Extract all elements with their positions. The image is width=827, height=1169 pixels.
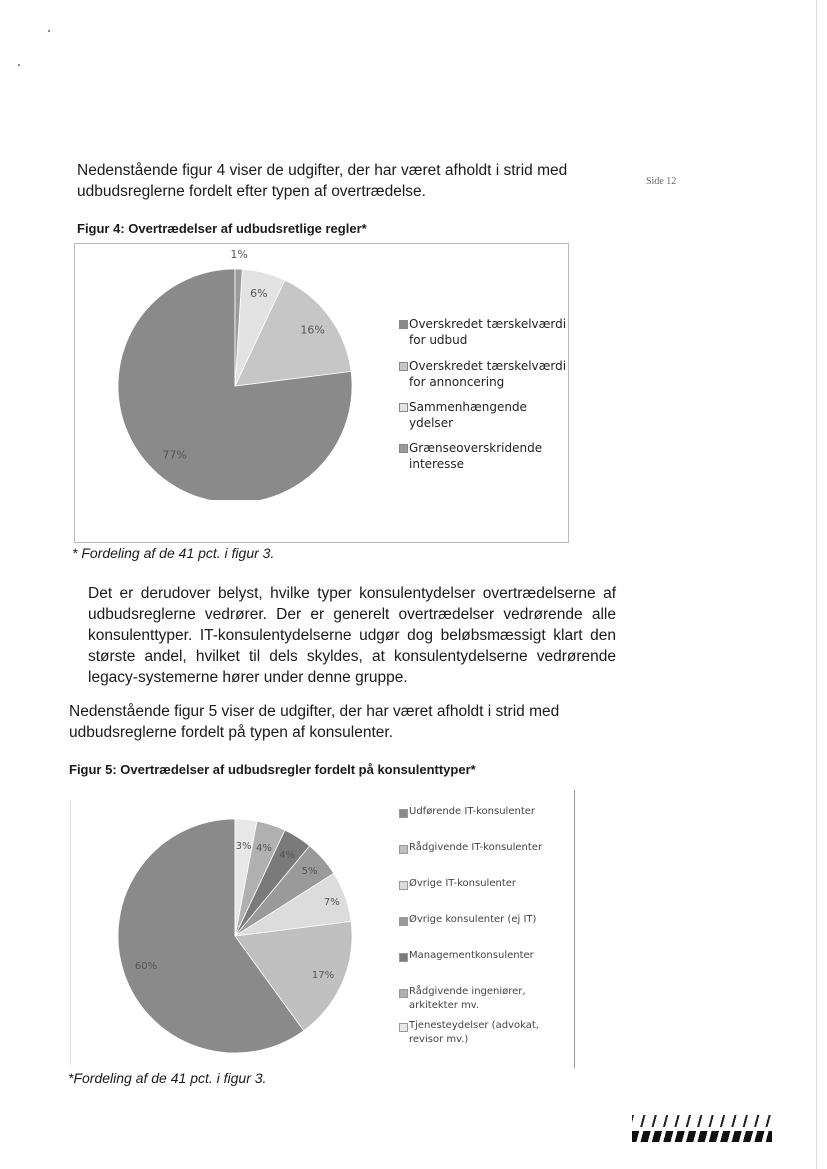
legend-item	[399, 949, 571, 963]
legend-item	[399, 316, 569, 348]
legend-swatch	[399, 989, 408, 998]
legend-item	[399, 877, 571, 891]
pie-data-label: 77%	[162, 448, 187, 462]
legend-item	[399, 358, 569, 390]
figure-4-caption: * Fordeling af de 41 pct. i figur 3.	[72, 545, 275, 561]
figure-5-caption: *Fordeling af de 41 pct. i figur 3.	[68, 1070, 267, 1086]
scan-speck	[48, 30, 50, 32]
pie-data-label: 5%	[301, 866, 318, 878]
legend-label: Udførende IT-konsulenter	[409, 806, 536, 817]
legend-item	[399, 841, 571, 855]
scan-edge	[816, 0, 817, 1169]
legend-swatch	[399, 1023, 408, 1032]
pie-data-label: 4%	[255, 842, 272, 854]
pie-data-label: 60%	[134, 960, 158, 972]
figure-4-title: Figur 4: Overtrædelser af udbudsretlige regler*	[77, 221, 367, 236]
legend-item	[399, 1019, 559, 1047]
legend-item	[399, 985, 559, 1013]
legend-swatch	[399, 809, 408, 818]
legend-item	[399, 399, 569, 431]
pie-data-label: 7%	[323, 897, 340, 909]
legend-swatch	[399, 444, 408, 453]
legend-label: Grænseoverskridende interesse	[409, 441, 543, 471]
legend-label: Rådgivende IT-konsulenter	[409, 842, 543, 853]
legend-item	[399, 805, 571, 819]
barcode-mark	[632, 1131, 772, 1142]
legend-label: Øvrige IT-konsulenter	[409, 878, 516, 889]
page-number: Side 12	[646, 176, 677, 187]
body-paragraph: Det er derudover belyst, hvilke typer konsulentydelser overtrædelserne af udbudsreglerne vedrører. Der er generelt overtrædelser vedrørende alle konsulenttyper. IT-konsulentydelserne udgør dog beløbsmæssigt klart den største andel, hvilket til dels skyldes, at konsulentydelserne vedrørende legacy-systemerne hører under denne gruppe.	[88, 585, 616, 686]
legend-swatch	[399, 953, 408, 962]
legend-swatch	[399, 403, 408, 412]
pie-data-label: 6%	[250, 287, 268, 301]
pie-data-label: 17%	[311, 970, 335, 982]
legend-swatch	[399, 845, 408, 854]
legend-label: Tjenesteydelser (advokat, revisor mv.)	[409, 1020, 539, 1045]
intro-paragraph: Nedenstående figur 4 viser de udgifter, der har været afholdt i strid med udbudsreglerne fordelt efter typen af overtrædelse.	[77, 162, 568, 200]
figure-4-frame	[74, 542, 569, 543]
pie-data-label: 3%	[235, 841, 252, 853]
legend-label: Rådgivende ingeniører, arkitekter mv.	[409, 986, 526, 1011]
legend-item	[399, 913, 571, 927]
legend-label: Overskredet tærskelværdi for annoncering	[409, 359, 567, 389]
figure-4-frame	[74, 243, 569, 244]
figure-4-frame	[74, 243, 75, 543]
legend-label: Sammenhængende ydelser	[409, 400, 527, 430]
figure-5-title: Figur 5: Overtrædelser af udbudsregler fordelt på konsulenttyper*	[69, 762, 476, 777]
legend-label: Managementkonsulenter	[409, 950, 534, 961]
legend-swatch	[399, 320, 408, 329]
legend-label: Overskredet tærskelværdi for udbud	[409, 317, 567, 347]
legend-swatch	[399, 917, 408, 926]
figure-4-pie-chart	[110, 250, 370, 500]
legend-item	[399, 440, 569, 472]
figure-5-frame	[70, 800, 71, 1065]
intro-paragraph-fig5: Nedenstående figur 5 viser de udgifter, der har været afholdt i strid med udbudsreglerne fordelt på typen af konsulenter.	[69, 703, 560, 741]
pie-data-label: 1%	[230, 250, 248, 261]
scan-speck	[18, 64, 20, 66]
figure-5-frame	[574, 790, 575, 1068]
legend-swatch	[399, 881, 408, 890]
legend-label: Øvrige konsulenter (ej IT)	[409, 914, 537, 925]
barcode-mark	[632, 1115, 772, 1127]
figure-5-legend	[399, 805, 571, 1055]
pie-data-label: 16%	[300, 323, 325, 337]
legend-swatch	[399, 362, 408, 371]
figure-5-pie-chart	[110, 806, 370, 1056]
figure-4-legend	[399, 316, 569, 486]
pie-data-label: 4%	[279, 850, 295, 862]
